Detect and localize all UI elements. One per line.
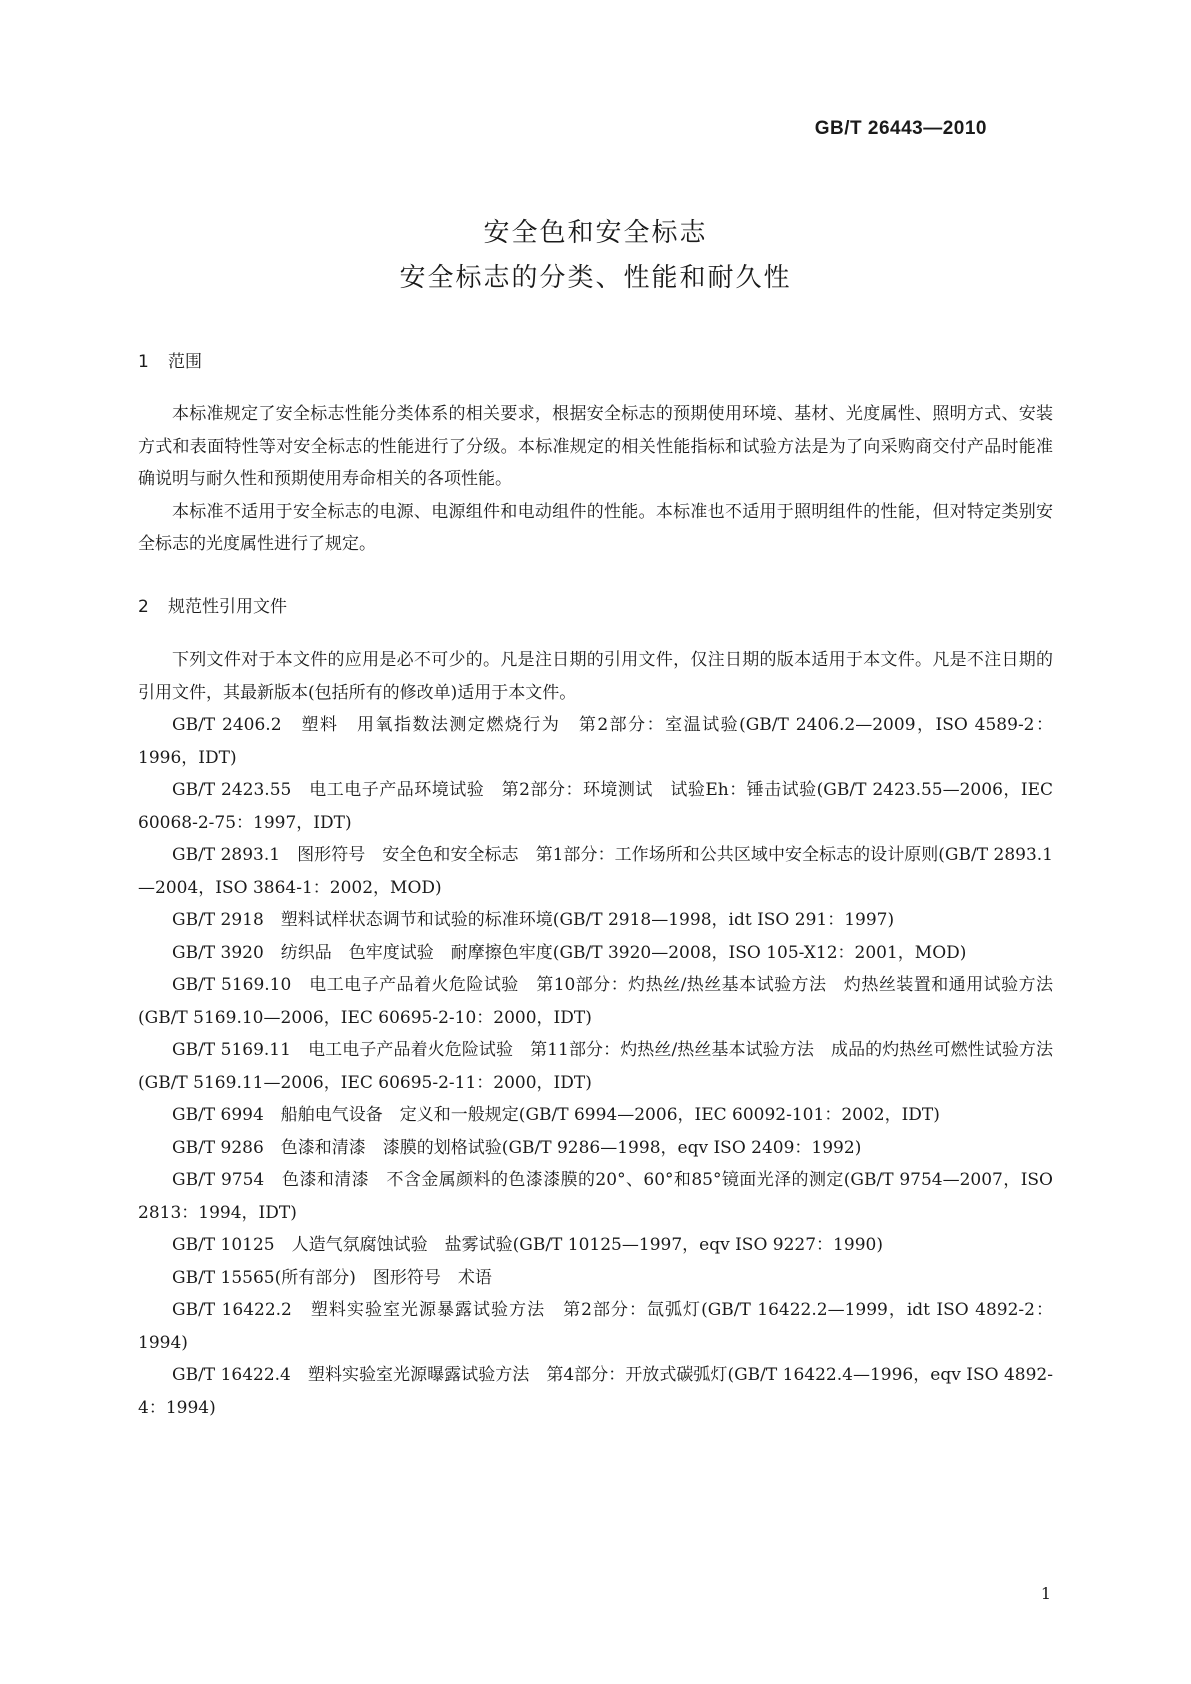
reference-item: GB/T 5169.11 电工电子产品着火危险试验 第11部分：灼热丝/热丝基本试验方法 成品的灼热丝可燃性试验方法(GB/T 5169.11—2006，IEC 60695-2-11：2000，IDT) <box>138 1040 1053 1093</box>
reference-item: GB/T 2406.2 塑料 用氧指数法测定燃烧行为 第2部分：室温试验(GB/T 2406.2—2009，ISO 4589-2：1996，IDT) <box>138 715 1053 768</box>
paragraph: 本标准规定了安全标志性能分类体系的相关要求，根据安全标志的预期使用环境、基材、光度属性、照明方式、安装方式和表面特性等对安全标志的性能进行了分级。本标准规定的相关性能指标和试验方法是为了向采购商交付产品时能准确说明与耐久性和预期使用寿命相关的各项性能。 <box>138 404 1053 489</box>
section-2-body <box>138 644 1053 1424</box>
reference-item: GB/T 2893.1 图形符号 安全色和安全标志 第1部分：工作场所和公共区域中安全标志的设计原则(GB/T 2893.1—2004，ISO 3864-1：2002，MOD) <box>138 845 1053 898</box>
section-title: 规范性引用文件 <box>168 597 287 617</box>
reference-item: GB/T 16422.2 塑料实验室光源暴露试验方法 第2部分：氙弧灯(GB/T 16422.2—1999，idt ISO 4892-2：1994) <box>138 1300 1053 1353</box>
section-number: 1 <box>138 352 149 372</box>
page-number: 1 <box>1040 1584 1051 1603</box>
reference-item: GB/T 15565(所有部分) 图形符号 术语 <box>172 1267 492 1288</box>
section-2-heading <box>138 592 287 617</box>
paragraph: 下列文件对于本文件的应用是必不可少的。凡是注日期的引用文件，仅注日期的版本适用于本文件。凡是不注日期的引用文件，其最新版本(包括所有的修改单)适用于本文件。 <box>138 650 1053 703</box>
reference-item: GB/T 3920 纺织品 色牢度试验 耐摩擦色牢度(GB/T 3920—2008，ISO 105-X12：2001，MOD) <box>172 942 967 963</box>
reference-item: GB/T 5169.10 电工电子产品着火危险试验 第10部分：灼热丝/热丝基本试验方法 灼热丝装置和通用试验方法(GB/T 5169.10—2006，IEC 60695-2-10：2000，IDT) <box>138 975 1053 1028</box>
reference-item: GB/T 9754 色漆和清漆 不含金属颜料的色漆漆膜的20°、60°和85°镜面光泽的测定(GB/T 9754—2007，ISO 2813：1994，IDT) <box>138 1170 1053 1223</box>
reference-item: GB/T 2918 塑料试样状态调节和试验的标准环境(GB/T 2918—1998，idt ISO 291：1997) <box>172 910 895 930</box>
reference-item: GB/T 10125 人造气氛腐蚀试验 盐雾试验(GB/T 10125—1997，eqv ISO 9227：1990) <box>172 1235 883 1255</box>
section-title: 范围 <box>168 352 202 372</box>
reference-item: GB/T 9286 色漆和清漆 漆膜的划格试验(GB/T 9286—1998，eqv ISO 2409：1992) <box>172 1137 862 1158</box>
reference-item: GB/T 16422.4 塑料实验室光源曝露试验方法 第4部分：开放式碳弧灯(GB/T 16422.4—1996，eqv ISO 4892-4：1994) <box>138 1365 1053 1418</box>
document-title-line-2: 安全标志的分类、性能和耐久性 <box>399 263 792 293</box>
section-1-body <box>138 398 1053 561</box>
reference-item: GB/T 6994 船舶电气设备 定义和一般规定(GB/T 6994—2006，IEC 60092-101：2002，IDT) <box>172 1105 940 1125</box>
section-1-heading <box>138 347 202 372</box>
paragraph: 本标准不适用于安全标志的电源、电源组件和电动组件的性能。本标准也不适用于照明组件的性能，但对特定类别安全标志的光度属性进行了规定。 <box>138 501 1053 554</box>
reference-item: GB/T 2423.55 电工电子产品环境试验 第2部分：环境测试 试验Eh：锤击试验(GB/T 2423.55—2006，IEC 60068-2-75：1997，IDT) <box>138 780 1053 833</box>
document-title-line-1: 安全色和安全标志 <box>483 218 708 248</box>
standard-code: GB/T 26443—2010 <box>814 118 987 139</box>
section-number: 2 <box>138 597 149 617</box>
